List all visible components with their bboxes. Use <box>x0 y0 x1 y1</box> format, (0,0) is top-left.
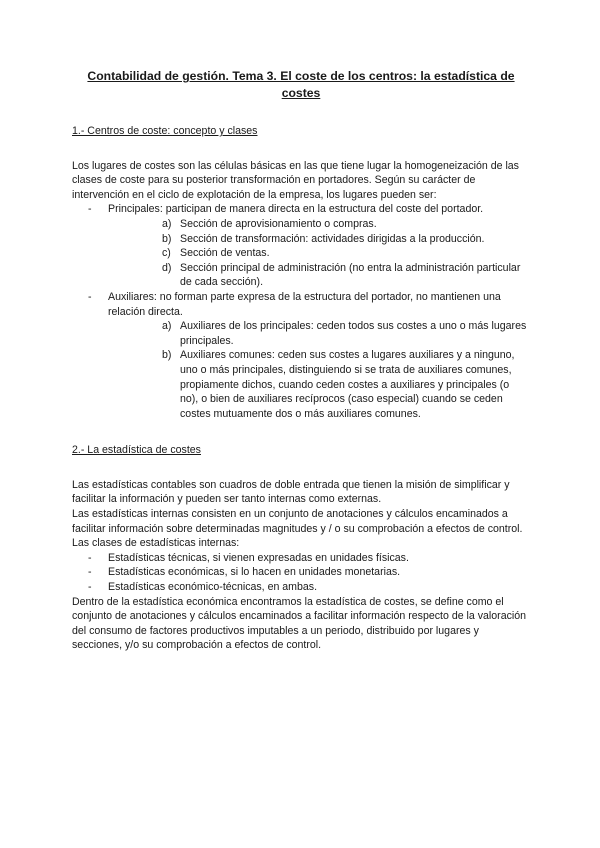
sublist-marker: d) <box>162 261 172 274</box>
document-title: Contabilidad de gestión. Tema 3. El coste de los centros: la estadística de costes <box>87 69 515 100</box>
sublist-text: Auxiliares comunes: ceden sus costes a lugares auxiliares y a ninguno, uno o más principales, distinguiendo si se trata de auxiliares comunes, propiamente dichos, cuando ceden costes a auxiliares y principales (o no), o bien de auxiliares recíprocos (caso especial) cuando se ceden costes mutuamente dos o más auxiliares comunes. <box>180 349 515 420</box>
list-item-auxiliares <box>72 290 530 421</box>
list-item-economicas <box>72 565 530 580</box>
sublist-text: Auxiliares de los principales: ceden todos sus costes a uno o más lugares principales. <box>180 320 527 347</box>
section-spacer <box>72 421 530 443</box>
sublist-text: Sección de transformación: actividades dirigidas a la producción. <box>180 232 485 245</box>
sublist-auxiliares <box>108 319 530 421</box>
section-1-list <box>72 202 530 421</box>
sublist-item <box>108 217 530 232</box>
list-item-tecnicas <box>72 551 530 566</box>
section-2-heading: 2.- La estadística de costes <box>72 444 201 457</box>
dash-bullet: - <box>88 203 92 216</box>
sublist-item <box>108 232 530 247</box>
list-item-text: Estadísticas económico-técnicas, en ambas. <box>108 581 318 594</box>
list-item-text: Estadísticas económicas, si lo hacen en unidades monetarias. <box>108 566 401 579</box>
dash-bullet: - <box>88 581 92 594</box>
section-2-paragraph-1: Las estadísticas contables son cuadros de doble entrada que tienen la misión de simplificar y facilitar la información y pueden ser tanto internas como externas. <box>72 478 510 506</box>
list-item-text: Auxiliares: no forman parte expresa de la estructura del portador, no mantienen una relación directa. <box>108 290 501 318</box>
document-page <box>72 68 530 653</box>
section-2-list <box>72 551 530 595</box>
list-item-principales <box>72 202 530 290</box>
list-item-text: Principales: participan de manera directa en la estructura del coste del portador. <box>108 203 484 216</box>
sublist-marker: c) <box>162 247 171 260</box>
sublist-marker: b) <box>162 349 172 362</box>
sublist-item <box>108 348 530 421</box>
list-item-text: Estadísticas técnicas, si vienen expresadas en unidades físicas. <box>108 551 409 564</box>
dash-bullet: - <box>88 551 92 564</box>
sublist-principales <box>108 217 530 290</box>
section-2-paragraph-3: Dentro de la estadística económica encontramos la estadística de costes, se define como el conjunto de anotaciones y cálculos encaminados a facilitar información respecto de la valoración del consumo de factores productivos imputables a un periodo, distribuido por lugares y secciones, y/o su comprobación a efectos de control. <box>72 595 527 652</box>
sublist-text: Sección de aprovisionamiento o compras. <box>180 217 377 230</box>
sublist-item <box>108 261 530 290</box>
list-item-economico-tecnicas <box>72 580 530 595</box>
sublist-item <box>108 319 530 348</box>
section-2-paragraph-2: Las estadísticas internas consisten en un conjunto de anotaciones y cálculos encaminados a facilitar información sobre determinadas magnitudes y / o su comprobación a efectos de control. Las clases de estadísticas internas: <box>72 508 523 550</box>
section-1-intro: Los lugares de costes son las células básicas en las que tiene lugar la homogeneización de las clases de coste para su posterior transformación en portadores. Según su carácter de intervención en el ciclo de explotación de la empresa, los lugares pueden ser: <box>72 159 519 201</box>
dash-bullet: - <box>88 290 92 303</box>
sublist-item <box>108 246 530 261</box>
section-1-heading: 1.- Centros de coste: concepto y clases <box>72 125 258 137</box>
sublist-text: Sección principal de administración (no entra la administración particular de cada sección). <box>180 261 521 289</box>
sublist-marker: a) <box>162 217 172 230</box>
sublist-marker: a) <box>162 320 172 333</box>
dash-bullet: - <box>88 566 92 579</box>
sublist-text: Sección de ventas. <box>180 247 270 260</box>
sublist-marker: b) <box>162 232 172 245</box>
